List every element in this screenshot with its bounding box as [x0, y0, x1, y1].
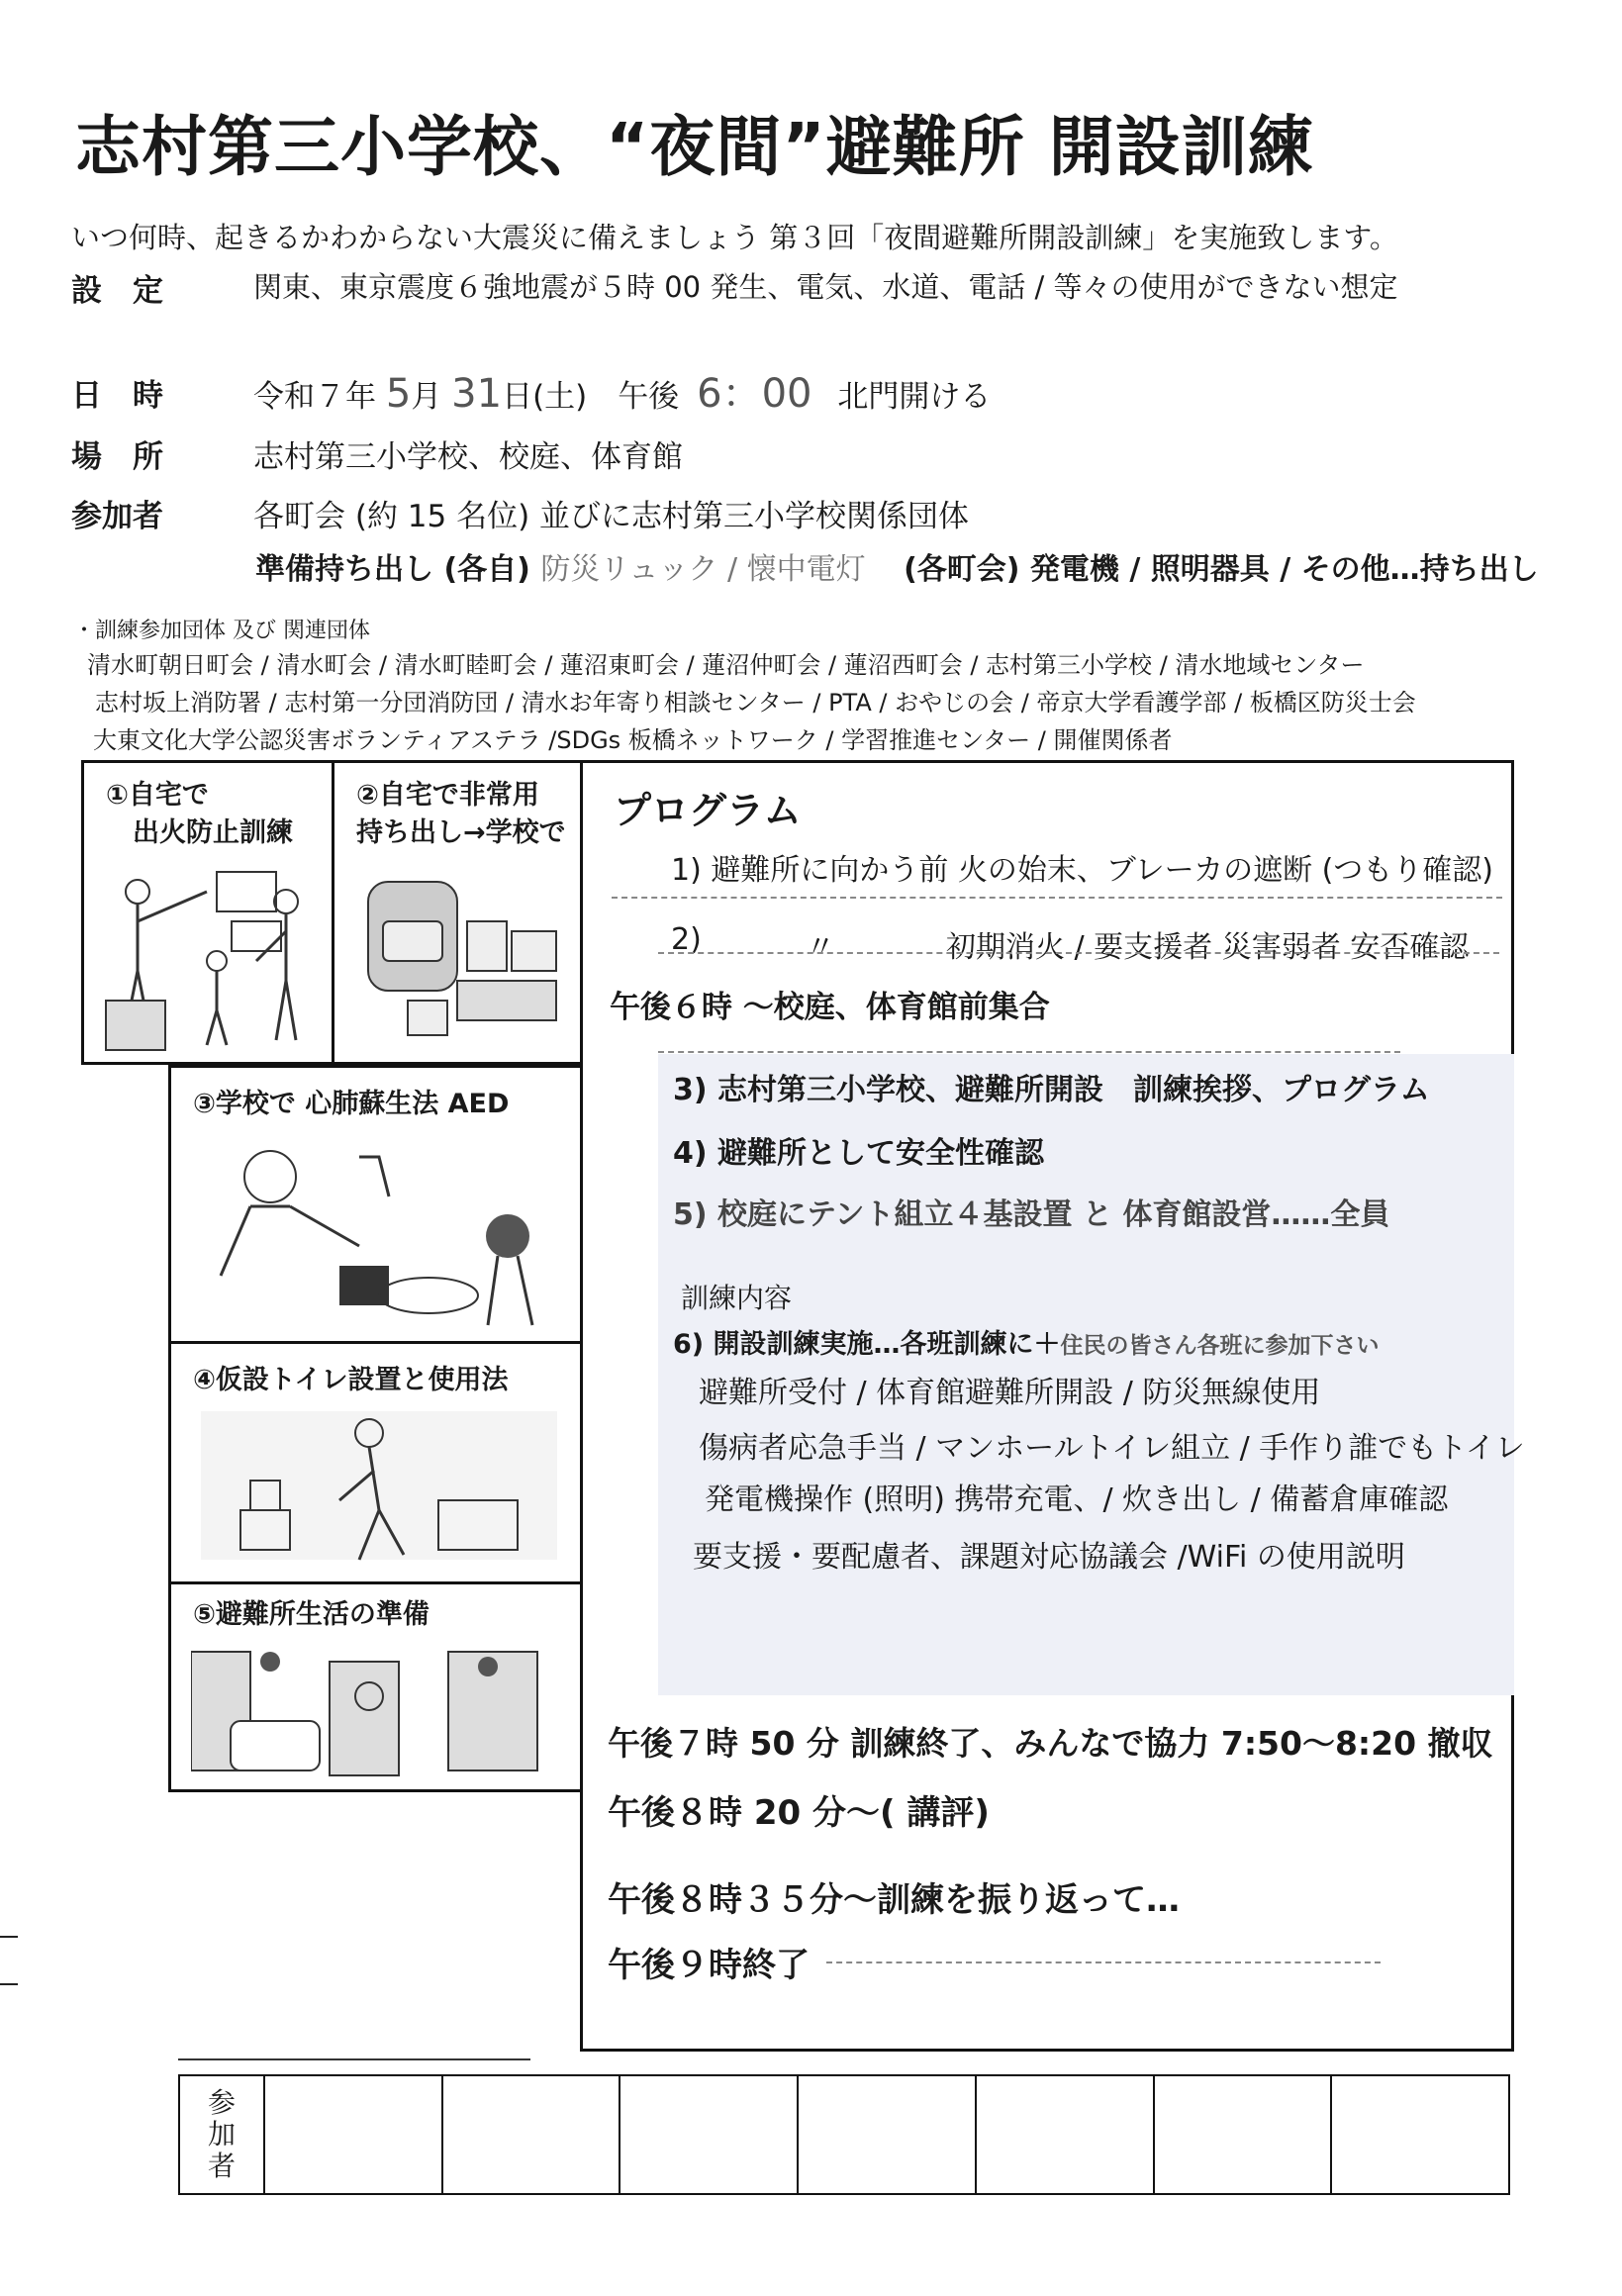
attendance-label	[179, 2075, 264, 2194]
temporary-toilet-illustration	[191, 1411, 567, 1579]
program-item-2-number: 2)	[671, 922, 702, 957]
cpr-aed-illustration	[191, 1137, 567, 1335]
end-time-3: 午後８時３５分～訓練を振り返って…	[608, 1880, 1180, 1920]
groups-heading: ・訓練参加団体 及び 関連団体	[73, 619, 370, 643]
panel-4-title: ④仮設トイレ設置と使用法	[193, 1365, 509, 1395]
panel-fire-prevention	[81, 760, 334, 1065]
panel-temporary-toilet	[168, 1341, 583, 1584]
panel-2-title: ②自宅で非常用 持ち出し→学校で	[356, 780, 566, 848]
attendance-cell[interactable]	[442, 2075, 620, 2194]
attendance-cell[interactable]	[1154, 2075, 1332, 2194]
program-item-6	[673, 1322, 1380, 1361]
panel-5-title: ⑤避難所生活の準備	[193, 1599, 429, 1630]
attendance-cell[interactable]	[264, 2075, 442, 2194]
program-item-4: 4) 避難所として安全性確認	[673, 1136, 1045, 1171]
attendance-cell[interactable]	[1331, 2075, 1509, 2194]
attendance-cell[interactable]	[798, 2075, 976, 2194]
program-item-2-ditto: 〃	[806, 930, 835, 965]
panel-3-title: ③学校で 心肺蘇生法 AED	[193, 1089, 510, 1119]
preparation-items: 防災リュック / 懐中電灯	[540, 552, 866, 587]
signature-line	[178, 2058, 530, 2060]
intro-text: いつ何時、起きるかわからない大震災に備えましょう 第３回「夜間避難所開設訓練」を実施致します。	[71, 221, 1398, 254]
date-month-unit: 月	[411, 379, 442, 415]
date-month: 5	[385, 371, 412, 417]
end-time-1: 午後７時 50 分 訓練終了、みんなで協力 7:50～8:20 撤収	[608, 1724, 1493, 1763]
program-item-6-text: 6) 開設訓練実施…各班訓練に＋	[673, 1329, 1061, 1360]
attendance-cell[interactable]	[620, 2075, 798, 2194]
divider-line	[658, 1051, 1400, 1053]
setting-value: 関東、東京震度６強地震が５時 00 発生、電気、水道、電話 / 等々の使用ができない想定	[253, 270, 1398, 304]
program-item-5: 5) 校庭にテント組立４基設置 と 体育館設営……全員	[673, 1197, 1390, 1232]
preparation-group: (各町会) 発電機 / 照明器具 / その他…持ち出し	[904, 552, 1539, 587]
end-time-2: 午後８時 20 分～( 講評)	[608, 1793, 990, 1833]
participants-label: 参加者	[71, 499, 163, 534]
panel-emergency-bag	[332, 760, 583, 1065]
emergency-bag-illustration	[348, 862, 572, 1056]
place-value: 志村第三小学校、校庭、体育館	[253, 439, 683, 475]
training-task: 避難所受付 / 体育館避難所開設 / 防災無線使用	[699, 1376, 1321, 1410]
training-content-label: 訓練内容	[681, 1282, 793, 1314]
program-item-1: 1) 避難所に向かう前 火の始末、ブレーカの遮断 (つもり確認)	[671, 853, 1494, 888]
attendance-table	[178, 2074, 1510, 2195]
date-prefix: 令和７年	[253, 379, 376, 415]
margin-mark	[0, 1983, 18, 1985]
groups-line-3: 大東文化大学公認災害ボランティアステラ /SDGs 板橋ネットワーク / 学習推進センター / 開催関係者	[93, 726, 1173, 754]
page-title: 志村第三小学校、“夜間”避難所 開設訓練	[75, 109, 1314, 185]
attendance-row	[179, 2075, 1509, 2194]
place-label: 場 所	[71, 439, 163, 475]
training-task: 発電機操作 (照明) 携帯充電、/ 炊き出し / 備蓄倉庫確認	[705, 1483, 1449, 1517]
divider-line	[826, 1961, 1381, 1963]
divider-line	[612, 897, 1502, 899]
date-label: 日 時	[71, 378, 163, 414]
panel-cpr-aed	[168, 1065, 583, 1344]
program-item-6-note: 住民の皆さん各班に参加下さい	[1060, 1333, 1380, 1359]
preparation-lead: 準備持ち出し (各自)	[255, 552, 530, 587]
date-suffix: 北門開ける	[837, 379, 992, 415]
setting-label: 設 定	[71, 273, 163, 309]
program-item-2-text: 初期消火 / 要支援者 災害弱者 安否確認	[946, 930, 1470, 965]
panel-1-title: ①自宅で 出火防止訓練	[106, 780, 293, 848]
date-time: 6：00	[697, 371, 812, 417]
date-day: 31	[451, 371, 503, 417]
fire-prevention-illustration	[98, 862, 322, 1056]
margin-mark	[0, 1936, 18, 1938]
groups-line-1: 清水町朝日町会 / 清水町会 / 清水町睦町会 / 蓮沼東町会 / 蓮沼仲町会 / 蓮沼西町会 / 志村第三小学校 / 清水地域センター	[87, 651, 1365, 679]
training-task: 要支援・要配慮者、課題対応協議会 /WiFi の使用説明	[693, 1540, 1405, 1575]
preparation-line	[255, 544, 1539, 588]
program-item-3: 3) 志村第三小学校、避難所開設 訓練挨拶、プログラム	[673, 1073, 1430, 1107]
panel-shelter-life	[168, 1581, 583, 1792]
attendance-label-text: 参 加 者	[207, 2086, 236, 2182]
gathering-time: 午後６時 ～校庭、体育館前集合	[610, 990, 1050, 1025]
training-task: 傷病者応急手当 / マンホールトイレ組立 / 手作り誰でもトイレ	[699, 1431, 1525, 1466]
end-time-4: 午後９時終了	[608, 1946, 810, 1985]
date-value	[253, 362, 991, 419]
date-day-unit: 日(土) 午後	[502, 379, 680, 415]
groups-line-2: 志村坂上消防署 / 志村第一分団消防団 / 清水お年寄り相談センター / PTA / おやじの会 / 帝京大学看護学部 / 板橋区防災士会	[95, 689, 1416, 717]
program-title: プログラム	[614, 789, 802, 832]
attendance-cell[interactable]	[976, 2075, 1154, 2194]
shelter-life-illustration	[191, 1642, 567, 1785]
participants-value: 各町会 (約 15 名位) 並びに志村第三小学校関係団体	[253, 499, 970, 534]
divider-line	[658, 952, 1499, 954]
